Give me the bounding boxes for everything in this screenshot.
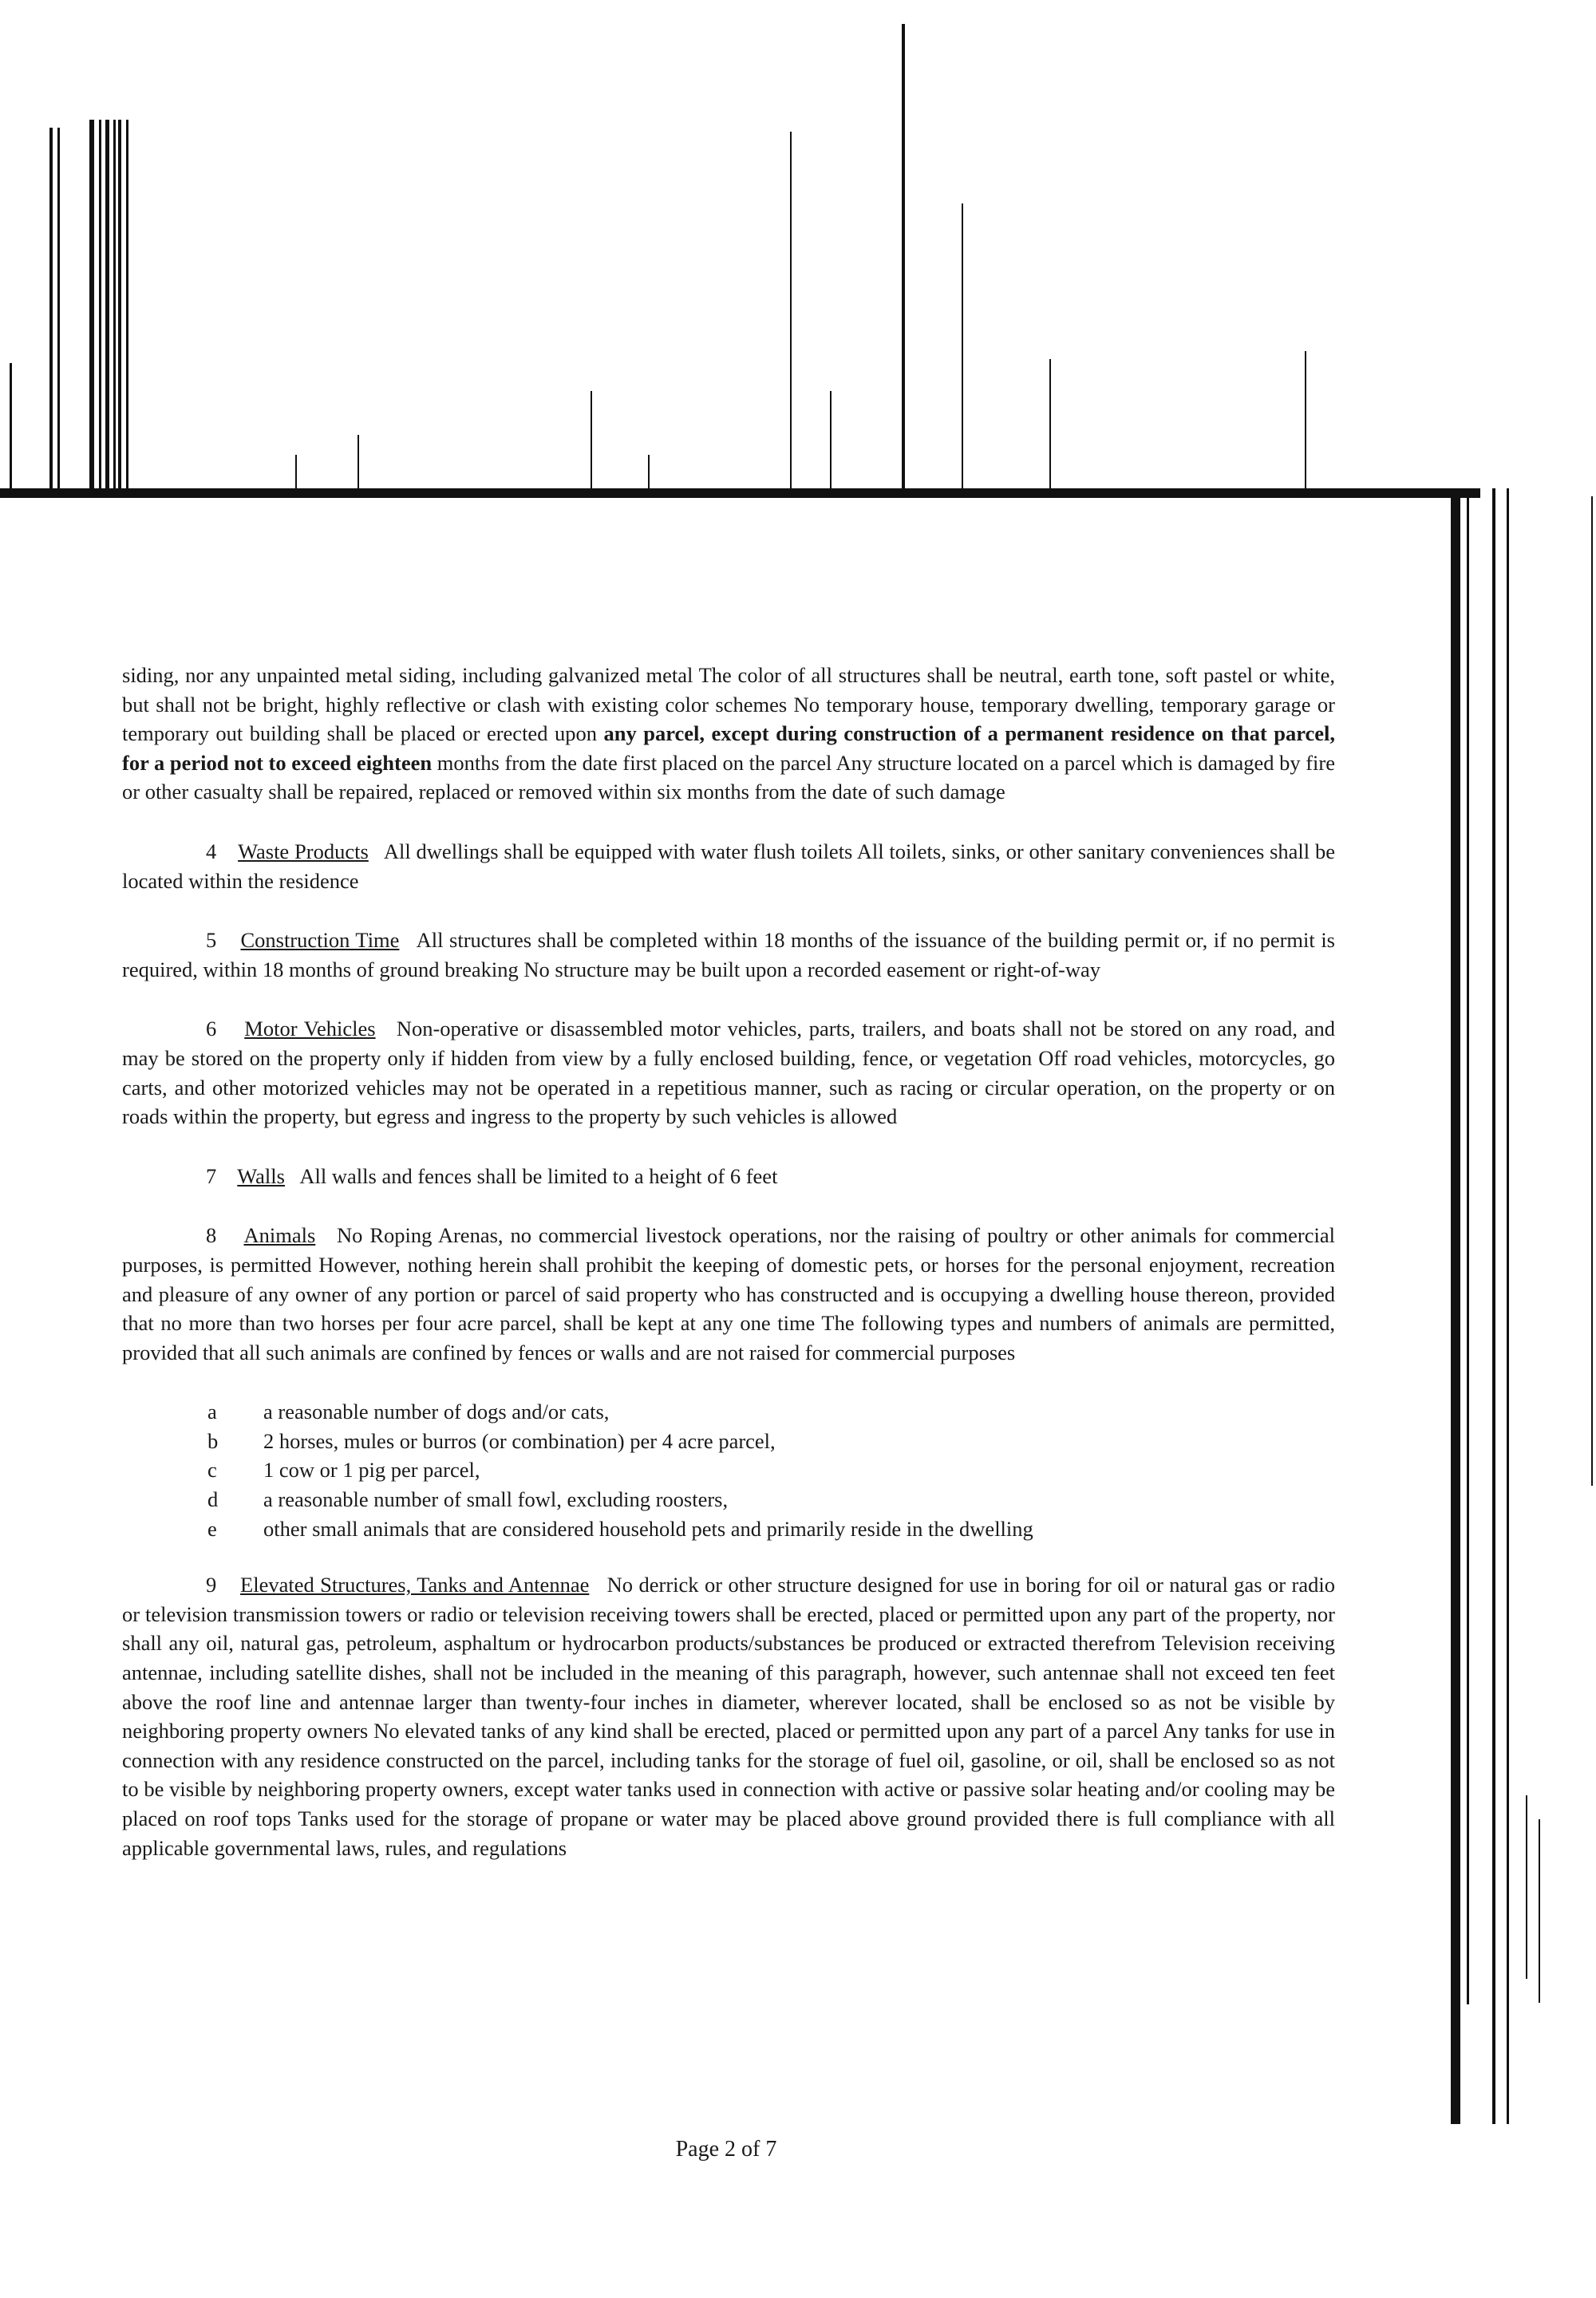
document-body xyxy=(122,661,1335,1893)
animal-list xyxy=(122,1397,1335,1543)
paragraph-continuation: siding, nor any unpainted metal siding, including galvanized metal The color of all structures shall be neutral, earth tone, soft pastel or white, but shall not be bright, highly reflective or clash with existing color schemes No temporary house, temporary dwelling, temporary garage or temporary out building shall be placed or erected upon any parcel, except during construction of a permanent residence on that parcel, for a period not to exceed eighteen months from the date first placed on the parcel Any structure located on a parcel which is damaged by fire or other casualty shall be repaired, replaced or removed within six months from the date of such damage xyxy=(122,663,1336,804)
paragraph-8: 8 Animals No Roping Arenas, no commercial livestock operations, nor the raising of poultry or other animals for commercial purposes, is permitted However, nothing herein shall prohibit the keeping of domestic pets, or horses for the personal enjoyment, recreation and pleasure of any owner of any portion or parcel of said property who has constructed and is occupying a dwelling house thereon, provided that no more than two horses per four acre parcel, shall be kept at any one time The following types and numbers of animals are permitted, provided that all such animals are confined by fences or walls and are not raised for commercial purposes xyxy=(122,1223,1336,1364)
list-item: b 2 horses, mules or burros (or combination) per 4 acre parcel, xyxy=(207,1428,776,1453)
heading-elevated-structures: Elevated Structures, Tanks and Antennae xyxy=(240,1573,590,1597)
heading-animals: Animals xyxy=(243,1223,316,1248)
paragraph-9: 9 Elevated Structures, Tanks and Antennae No derrick or other structure designed for use in boring for oil or natural gas or radio or television transmission towers or radio or television receiving towers shall be erected, placed or permitted upon any part of the property, nor shall any oil, natural gas, petroleum, asphaltum or hydrocarbon products/substances be produced or extracted therefrom Television receiving antennae, including satellite dishes, shall not be included in the meaning of this paragraph, however, such antennae shall not exceed ten feet above the roof line and antennae larger than twenty-four inches in diameter, wherever located, shall be enclosed so as not be visible by neighboring property owners No elevated tanks of any kind shall be erected, placed or permitted upon any part of a parcel Any tanks for use in connection with any residence constructed on the parcel, including tanks for the storage of fuel oil, gasoline, or oil, shall be enclosed so as not to be visible by neighboring property owners, except water tanks used in connection with active or passive solar heating and/or cooling may be placed on roof tops Tanks used for the storage of propane or water may be placed above ground provided there is full compliance with all applicable governmental laws, rules, and regulations xyxy=(122,1573,1335,1860)
list-item: d a reasonable number of small fowl, excluding roosters, xyxy=(207,1487,729,1512)
list-item: e other small animals that are considered household pets and primarily reside in the dwelling xyxy=(207,1516,1033,1541)
paragraph-5: 5 Construction Time All structures shall be completed within 18 months of the issuance of the building permit or, if no permit is required, within 18 months of ground breaking No structure may be built upon a recorded easement or right-of-way xyxy=(122,928,1335,981)
page-number: Page 2 of 7 xyxy=(675,2137,777,2162)
heading-motor-vehicles: Motor Vehicles xyxy=(244,1017,376,1041)
list-item: c 1 cow or 1 pig per parcel, xyxy=(207,1458,480,1483)
paragraph-6: 6 Motor Vehicles Non-operative or disassembled motor vehicles, parts, trailers, and boats shall not be stored on any road, and may be stored on the property only if hidden from view by a fully enclosed building, fence, or vegetation Off road vehicles, motorcycles, go carts, and other motorized vehicles may not be operated in a repetitious manner, such as racing or circular operation, on the property or on roads within the property, but egress and ingress to the property by such vehicles is allowed xyxy=(122,1017,1336,1129)
paragraph-7: 7 Walls All walls and fences shall be limited to a height of 6 feet xyxy=(206,1163,778,1188)
heading-waste-products: Waste Products xyxy=(238,839,369,863)
paragraph-4: 4 Waste Products All dwellings shall be equipped with water flush toilets All toilets, sinks, or other sanitary conveniences shall be located within the residence xyxy=(122,839,1335,893)
list-item: a a reasonable number of dogs and/or cats, xyxy=(207,1400,610,1424)
heading-walls: Walls xyxy=(237,1163,285,1188)
heading-construction-time: Construction Time xyxy=(240,928,400,953)
